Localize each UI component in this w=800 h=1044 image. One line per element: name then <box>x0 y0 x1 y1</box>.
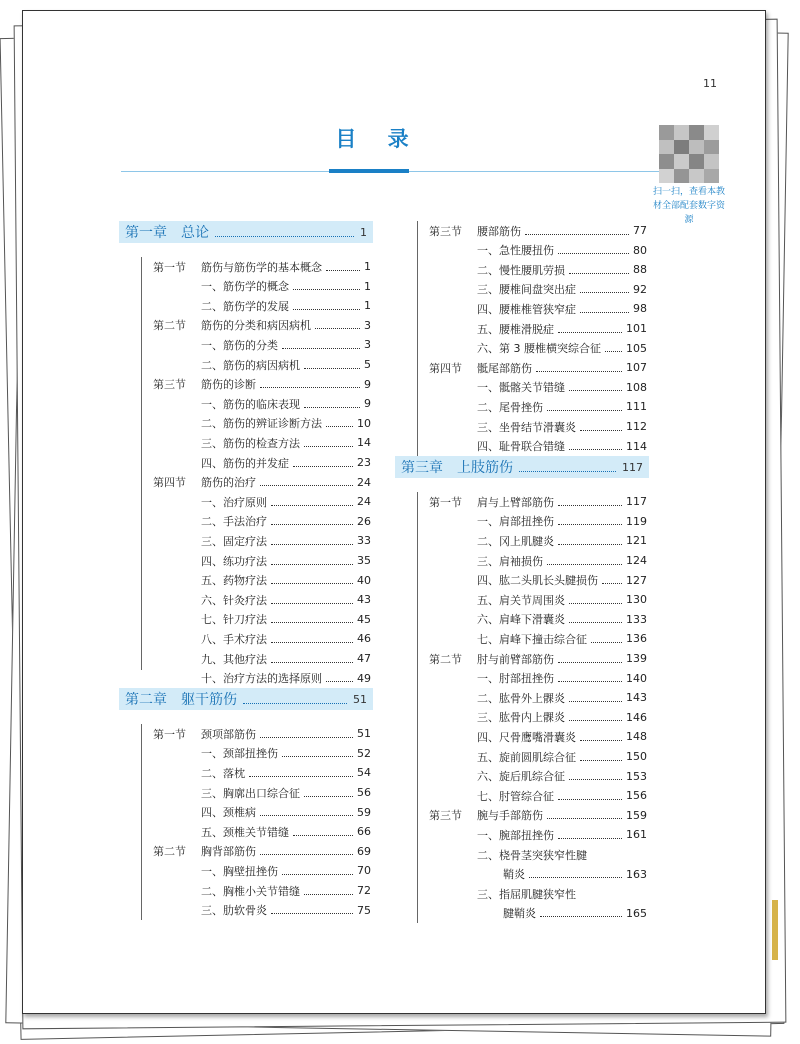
entry-label: 腱鞘炎 <box>503 907 536 921</box>
entry-label: 腕与手部筋伤 <box>477 809 543 823</box>
entry-page: 105 <box>626 341 647 355</box>
entry-page: 124 <box>626 554 647 567</box>
entry-label: 一、筋伤的临床表现 <box>201 397 300 411</box>
leader-dots <box>519 463 616 472</box>
entry-label: 四、肱二头肌长头腱损伤 <box>477 574 598 588</box>
entry-page: 66 <box>357 825 371 839</box>
leader-dots <box>293 302 360 310</box>
subsection-entry[interactable] <box>477 571 647 590</box>
entry-page: 136 <box>626 632 647 646</box>
entry-page: 127 <box>626 573 647 587</box>
entry-page: 59 <box>357 805 371 819</box>
entry-page: 159 <box>626 808 647 822</box>
leader-dots <box>558 498 622 506</box>
chapter-number: 第二章 <box>125 692 167 709</box>
chapter-heading[interactable] <box>395 456 649 478</box>
subsection-entry[interactable] <box>201 744 371 763</box>
subsection-entry[interactable] <box>201 610 371 629</box>
section-number: 第一节 <box>153 727 186 741</box>
chapter-page: 117 <box>622 460 643 474</box>
page-title: 目 录 <box>335 127 421 151</box>
entry-page: 112 <box>626 420 647 433</box>
section-entry[interactable] <box>153 257 371 276</box>
entry-label: 一、骶髂关节错缝 <box>477 381 565 395</box>
entry-label: 筋伤的诊断 <box>201 378 256 392</box>
entry-label: 腰部筋伤 <box>477 224 521 238</box>
entry-page: 9 <box>364 377 371 391</box>
leader-dots <box>260 730 353 738</box>
subsection-entry[interactable] <box>201 512 371 531</box>
subsection-entry[interactable] <box>201 861 371 880</box>
leader-dots <box>569 442 622 450</box>
leader-dots <box>282 867 353 875</box>
leader-dots <box>304 400 360 408</box>
entry-page: 98 <box>633 302 647 316</box>
entry-page: 72 <box>357 884 371 897</box>
entry-page: 139 <box>626 652 647 665</box>
leader-dots <box>260 380 360 388</box>
subsection-entry[interactable] <box>477 397 647 416</box>
entry-page: 101 <box>626 322 647 335</box>
section-number: 第四节 <box>153 476 186 490</box>
entry-label: 二、筋伤学的发展 <box>201 299 289 313</box>
entry-label: 七、肩峰下撞击综合征 <box>477 632 587 646</box>
chapter-title: 上肢筋伤 <box>457 460 513 477</box>
entry-page: 14 <box>357 436 371 450</box>
subsection-entry[interactable] <box>477 339 647 358</box>
leader-dots <box>540 909 622 917</box>
entry-label: 二、慢性腰肌劳损 <box>477 263 565 277</box>
entry-label: 五、药物疗法 <box>201 574 267 588</box>
subsection-entry[interactable] <box>477 417 647 436</box>
subsection-entry[interactable] <box>201 763 371 782</box>
entry-label: 二、手法治疗 <box>201 515 267 529</box>
subsection-entry[interactable] <box>477 727 647 746</box>
chapter-heading[interactable] <box>119 221 373 243</box>
section-entry[interactable] <box>153 316 371 335</box>
subsection-entry[interactable] <box>477 747 647 766</box>
entry-page: 92 <box>633 282 647 296</box>
entry-page: 3 <box>364 318 371 332</box>
subsection-entry[interactable] <box>503 865 647 884</box>
leader-dots <box>558 325 622 333</box>
entry-page: 111 <box>626 400 647 414</box>
section-number: 第三节 <box>429 224 462 238</box>
leader-dots <box>529 870 622 878</box>
entry-page: 148 <box>626 730 647 744</box>
section-number: 第二节 <box>153 845 186 859</box>
entry-page: 140 <box>626 671 647 685</box>
leader-dots <box>569 596 622 604</box>
leader-dots <box>580 285 629 293</box>
entry-page: 163 <box>626 867 647 881</box>
subsection-entry[interactable] <box>477 378 647 397</box>
subsection-entry[interactable] <box>477 260 647 279</box>
chapter-page: 1 <box>360 225 367 239</box>
leader-dots <box>260 478 353 486</box>
entry-label: 七、肘管综合征 <box>477 789 554 803</box>
entry-label: 一、腕部扭挫伤 <box>477 828 554 842</box>
chapter-number: 第三章 <box>401 460 443 477</box>
entry-label: 六、旋后肌综合征 <box>477 770 565 784</box>
leader-dots <box>580 305 629 313</box>
leader-dots <box>605 344 622 352</box>
subsection-entry[interactable] <box>477 590 647 609</box>
section-number: 第三节 <box>153 378 186 392</box>
section-entry[interactable] <box>429 358 647 377</box>
leader-dots <box>304 439 353 447</box>
entry-label: 一、肩部扭挫伤 <box>477 515 554 529</box>
leader-dots <box>271 557 353 565</box>
entry-page: 130 <box>626 593 647 607</box>
entry-label: 一、治疗原则 <box>201 495 267 509</box>
leader-dots <box>293 282 360 290</box>
leader-dots <box>304 789 353 797</box>
leader-dots <box>558 831 622 839</box>
entry-label: 二、胸椎小关节错缝 <box>201 884 300 898</box>
leader-dots <box>271 576 353 584</box>
entry-page: 161 <box>626 828 647 842</box>
chapter-page: 51 <box>353 692 367 706</box>
entry-page: 133 <box>626 612 647 626</box>
toc-page <box>22 10 766 1014</box>
entry-page: 107 <box>626 361 647 375</box>
leader-dots <box>304 361 360 369</box>
subsection-entry[interactable] <box>201 803 371 822</box>
leader-dots <box>602 576 622 584</box>
entry-page: 54 <box>357 766 371 780</box>
entry-label: 肩与上臂部筋伤 <box>477 495 554 509</box>
entry-label: 三、坐骨结节滑囊炎 <box>477 420 576 434</box>
leader-dots <box>569 694 622 702</box>
leader-dots <box>569 772 622 780</box>
section-bracket-line <box>141 724 142 920</box>
entry-label: 八、手术疗法 <box>201 632 267 646</box>
subsection-entry[interactable] <box>201 571 371 590</box>
chapter-title: 总论 <box>181 225 209 241</box>
entry-page: 9 <box>364 397 371 411</box>
entry-label: 三、指屈肌腱狭窄性 <box>477 887 576 901</box>
section-entry[interactable] <box>153 375 371 394</box>
leader-dots <box>282 749 353 757</box>
entry-label: 二、筋伤的病因病机 <box>201 358 300 372</box>
section-bracket-line <box>417 492 418 923</box>
entry-label: 五、肩关节周围炎 <box>477 593 565 607</box>
entry-label: 四、耻骨联合错缝 <box>477 440 565 454</box>
subsection-entry[interactable] <box>477 319 647 338</box>
entry-page: 143 <box>626 691 647 705</box>
subsection-entry[interactable] <box>201 277 371 296</box>
leader-dots <box>249 769 353 777</box>
leader-dots <box>558 537 622 545</box>
subsection-entry[interactable] <box>477 786 647 805</box>
entry-label: 一、急性腰扭伤 <box>477 244 554 258</box>
subsection-entry[interactable] <box>201 453 371 472</box>
entry-page: 3 <box>364 338 371 352</box>
leader-dots <box>580 733 622 741</box>
leader-dots <box>326 263 360 271</box>
qr-code-icon[interactable] <box>659 125 719 183</box>
entry-page: 88 <box>633 263 647 277</box>
entry-label: 肘与前臂部筋伤 <box>477 652 554 666</box>
leader-dots <box>282 341 360 349</box>
entry-page: 146 <box>626 710 647 724</box>
subsection-entry[interactable] <box>503 904 647 923</box>
subsection-entry[interactable] <box>201 531 371 550</box>
section-number: 第二节 <box>153 319 186 333</box>
entry-page: 24 <box>357 475 371 489</box>
subsection-entry[interactable] <box>477 512 647 531</box>
subsection-entry[interactable] <box>201 669 371 688</box>
entry-label: 二、尾骨挫伤 <box>477 400 543 414</box>
entry-page: 33 <box>357 534 371 548</box>
subsection-entry[interactable] <box>477 241 647 260</box>
subsection-entry[interactable] <box>477 280 647 299</box>
subsection-entry[interactable] <box>201 492 371 511</box>
entry-label: 一、胸壁扭挫伤 <box>201 864 278 878</box>
entry-label: 四、腰椎椎管狭窄症 <box>477 302 576 316</box>
entry-label: 三、腰椎间盘突出症 <box>477 283 576 297</box>
leader-dots <box>580 753 622 761</box>
subsection-entry[interactable] <box>477 437 647 456</box>
entry-label: 七、针刀疗法 <box>201 613 267 627</box>
entry-page: 121 <box>626 534 647 548</box>
leader-dots <box>271 596 353 604</box>
entry-label: 二、桡骨茎突狭窄性腱 <box>477 848 587 862</box>
subsection-entry[interactable] <box>201 629 371 648</box>
entry-page: 75 <box>357 903 371 917</box>
entry-label: 五、颈椎关节错缝 <box>201 825 289 839</box>
entry-label: 五、腰椎滑脱症 <box>477 322 554 336</box>
leader-dots <box>558 792 622 800</box>
leader-dots <box>558 517 622 525</box>
entry-label: 三、肩袖损伤 <box>477 554 543 568</box>
leader-dots <box>293 459 353 467</box>
subsection-entry[interactable] <box>477 551 647 570</box>
subsection-entry[interactable] <box>201 901 371 920</box>
chapter-number: 第一章 <box>125 225 167 241</box>
subsection-entry[interactable] <box>201 394 371 413</box>
entry-label: 一、筋伤学的概念 <box>201 280 289 294</box>
entry-label: 筋伤与筋伤学的基本概念 <box>201 260 322 274</box>
entry-page: 40 <box>357 573 371 587</box>
leader-dots <box>304 887 353 895</box>
subsection-entry[interactable] <box>477 531 647 550</box>
leader-dots <box>558 655 622 663</box>
entry-page: 117 <box>626 495 647 509</box>
leader-dots <box>271 906 353 914</box>
leader-dots <box>569 266 629 274</box>
entry-page: 80 <box>633 243 647 257</box>
entry-label: 十、治疗方法的选择原则 <box>201 672 322 686</box>
section-entry[interactable] <box>429 492 647 511</box>
entry-page: 70 <box>357 864 371 878</box>
entry-page: 52 <box>357 746 371 760</box>
leader-dots <box>271 615 353 623</box>
entry-label: 四、练功疗法 <box>201 554 267 568</box>
section-number: 第一节 <box>153 260 186 274</box>
entry-label: 三、肋软骨炎 <box>201 904 267 918</box>
entry-page: 24 <box>357 495 371 509</box>
entry-page: 77 <box>633 224 647 237</box>
entry-label: 三、筋伤的检查方法 <box>201 436 300 450</box>
entry-label: 胸背部筋伤 <box>201 845 256 859</box>
subsection-entry[interactable] <box>201 822 371 841</box>
subsection-entry[interactable] <box>201 414 371 433</box>
leader-dots <box>569 383 622 391</box>
leader-dots <box>215 228 354 237</box>
entry-page: 165 <box>626 906 647 920</box>
section-entry[interactable] <box>153 473 371 492</box>
entry-label: 六、肩峰下滑囊炎 <box>477 613 565 627</box>
entry-label: 一、筋伤的分类 <box>201 338 278 352</box>
qr-caption: 扫一扫，查看本教材全部配套数字资源 <box>653 187 726 225</box>
subsection-entry[interactable] <box>477 708 647 727</box>
entry-label: 二、冈上肌腱炎 <box>477 534 554 548</box>
entry-page: 69 <box>357 844 371 858</box>
subsection-entry[interactable] <box>477 845 647 864</box>
entry-label: 六、针灸疗法 <box>201 593 267 607</box>
entry-page: 10 <box>357 416 371 430</box>
entry-label: 筋伤的治疗 <box>201 476 256 490</box>
entry-page: 23 <box>357 456 371 469</box>
leader-dots <box>271 517 353 525</box>
leader-dots <box>271 655 353 663</box>
leader-dots <box>260 847 353 855</box>
subsection-entry[interactable] <box>201 881 371 900</box>
leader-dots <box>536 364 622 372</box>
leader-dots <box>271 498 353 506</box>
leader-dots <box>547 557 622 565</box>
entry-label: 四、筋伤的并发症 <box>201 456 289 470</box>
section-entry[interactable] <box>429 221 647 240</box>
entry-label: 三、固定疗法 <box>201 534 267 548</box>
subsection-entry[interactable] <box>477 825 647 844</box>
entry-page: 150 <box>626 750 647 763</box>
leader-dots <box>580 423 622 431</box>
entry-label: 三、胸廓出口综合征 <box>201 786 300 800</box>
entry-page: 114 <box>626 439 647 453</box>
section-bracket-line <box>141 257 142 670</box>
subsection-entry[interactable] <box>201 433 371 452</box>
leader-dots <box>271 635 353 643</box>
entry-page: 1 <box>364 299 371 313</box>
section-entry[interactable] <box>429 649 647 668</box>
entry-page: 49 <box>357 671 371 685</box>
section-number: 第一节 <box>429 495 462 509</box>
title-accent-bar <box>329 169 409 173</box>
entry-page: 5 <box>364 358 371 371</box>
leader-dots <box>243 695 347 704</box>
leader-dots <box>260 808 353 816</box>
entry-page: 156 <box>626 789 647 803</box>
entry-page: 1 <box>364 279 371 293</box>
leader-dots <box>326 674 353 682</box>
section-bracket-line <box>417 221 418 467</box>
page-number: 11 <box>703 77 717 90</box>
subsection-entry[interactable] <box>477 669 647 688</box>
subsection-entry[interactable] <box>477 299 647 318</box>
subsection-entry[interactable] <box>201 783 371 802</box>
chapter-title: 躯干筋伤 <box>181 692 237 709</box>
entry-page: 26 <box>357 514 371 528</box>
subsection-entry[interactable] <box>477 610 647 629</box>
entry-page: 119 <box>626 514 647 528</box>
leader-dots <box>569 615 622 623</box>
leader-dots <box>569 713 622 721</box>
subsection-entry[interactable] <box>477 629 647 648</box>
leader-dots <box>558 674 622 682</box>
entry-label: 三、肱骨内上髁炎 <box>477 711 565 725</box>
section-number: 第四节 <box>429 361 462 375</box>
entry-label: 四、尺骨鹰嘴滑囊炎 <box>477 730 576 744</box>
entry-page: 45 <box>357 612 371 626</box>
entry-page: 35 <box>357 554 371 567</box>
subsection-entry[interactable] <box>201 551 371 570</box>
section-number: 第三节 <box>429 809 462 823</box>
subsection-entry[interactable] <box>201 355 371 374</box>
entry-page: 46 <box>357 632 371 646</box>
entry-page: 153 <box>626 769 647 783</box>
entry-label: 骶尾部筋伤 <box>477 361 532 375</box>
leader-dots <box>326 419 353 427</box>
entry-label: 九、其他疗法 <box>201 652 267 666</box>
entry-label: 筋伤的分类和病因病机 <box>201 319 311 333</box>
leader-dots <box>293 828 353 836</box>
section-entry[interactable] <box>153 724 371 743</box>
chapter-heading[interactable] <box>119 688 373 710</box>
entry-label: 二、筋伤的辨证诊断方法 <box>201 417 322 431</box>
entry-page: 43 <box>357 593 371 607</box>
subsection-entry[interactable] <box>201 590 371 609</box>
leader-dots <box>547 403 622 411</box>
entry-label: 二、肱骨外上髁炎 <box>477 691 565 705</box>
entry-page: 108 <box>626 380 647 394</box>
entry-page: 51 <box>357 727 371 741</box>
entry-label: 四、颈椎病 <box>201 806 256 820</box>
subsection-entry[interactable] <box>477 688 647 707</box>
section-entry[interactable] <box>429 806 647 825</box>
leader-dots <box>315 321 360 329</box>
section-entry[interactable] <box>153 842 371 861</box>
section-number: 第二节 <box>429 652 462 666</box>
subsection-entry[interactable] <box>477 767 647 786</box>
subsection-entry[interactable] <box>201 296 371 315</box>
entry-page: 56 <box>357 786 371 799</box>
leader-dots <box>558 246 629 254</box>
entry-label: 五、旋前圆肌综合征 <box>477 750 576 764</box>
entry-label: 六、第 3 腰椎横突综合征 <box>477 342 601 356</box>
entry-page: 47 <box>357 652 371 665</box>
subsection-entry[interactable] <box>201 335 371 354</box>
entry-page: 1 <box>364 260 371 273</box>
page-stack-tab <box>772 900 778 960</box>
entry-label: 一、肘部扭挫伤 <box>477 672 554 686</box>
subsection-entry[interactable] <box>477 884 647 903</box>
entry-label: 一、颈部扭挫伤 <box>201 747 278 761</box>
leader-dots <box>525 227 629 235</box>
subsection-entry[interactable] <box>201 649 371 668</box>
entry-label: 二、落枕 <box>201 766 245 780</box>
entry-label: 鞘炎 <box>503 868 525 882</box>
leader-dots <box>547 811 622 819</box>
entry-label: 颈项部筋伤 <box>201 727 256 741</box>
leader-dots <box>271 537 353 545</box>
leader-dots <box>591 635 622 643</box>
